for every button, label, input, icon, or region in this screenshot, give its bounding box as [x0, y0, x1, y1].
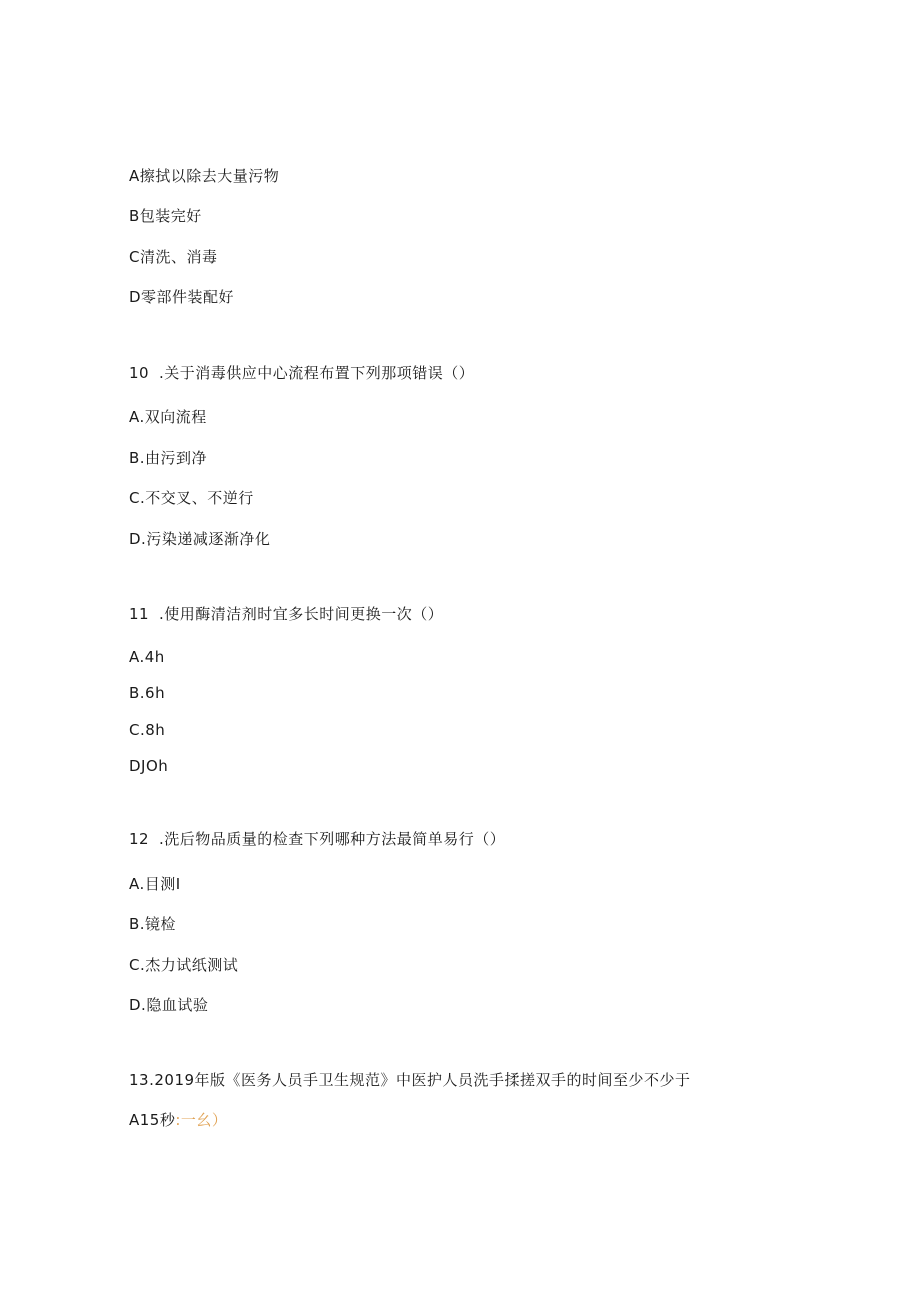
q11-number: 11 [129, 605, 150, 623]
q12-option-c: C.杰力试纸测试 [129, 956, 239, 974]
q13-option-a-text: A15秒 [129, 1111, 176, 1129]
q12-option-a: A.目测I [129, 875, 181, 893]
q11-option-d: DJOh [129, 757, 169, 775]
q11-option-a: A.4h [129, 648, 165, 666]
q10-number: 10 [129, 364, 150, 382]
q10-option-a: A.双向流程 [129, 408, 207, 426]
q10-text: .关于消毒供应中心流程布置下列那项错误（） [159, 364, 475, 382]
q13-option-a [129, 1110, 227, 1130]
q12-stem [129, 829, 505, 849]
q12-option-d: D.隐血试验 [129, 996, 209, 1014]
q9-option-c: C清洗、消毒 [129, 248, 218, 266]
q10-stem [129, 363, 474, 383]
q11-text: .使用酶清洁剂时宜多长时间更换一次（） [159, 605, 444, 623]
q12-text: .洗后物品质量的检查下列哪种方法最简单易行（） [159, 830, 506, 848]
q12-number: 12 [129, 830, 150, 848]
q9-option-a: A擦拭以除去大量污物 [129, 167, 280, 185]
q11-option-b: B.6h [129, 684, 166, 702]
q10-option-b: B.由污到净 [129, 449, 208, 467]
q9-option-d: D零部件装配好 [129, 288, 235, 306]
q9-option-b: B包装完好 [129, 207, 202, 225]
q10-option-c: C.不交叉、不逆行 [129, 489, 254, 507]
q11-option-c: C.8h [129, 721, 166, 739]
q13-stem: 13.2019年版《医务人员手卫生规范》中医护人员洗手揉搓双手的时间至少不少于 [129, 1071, 691, 1089]
q12-option-b: B.镜检 [129, 915, 177, 933]
q10-option-d: D.污染递减逐渐净化 [129, 530, 271, 548]
q11-stem [129, 604, 443, 624]
q13-option-a-mark: :一幺） [175, 1111, 228, 1129]
